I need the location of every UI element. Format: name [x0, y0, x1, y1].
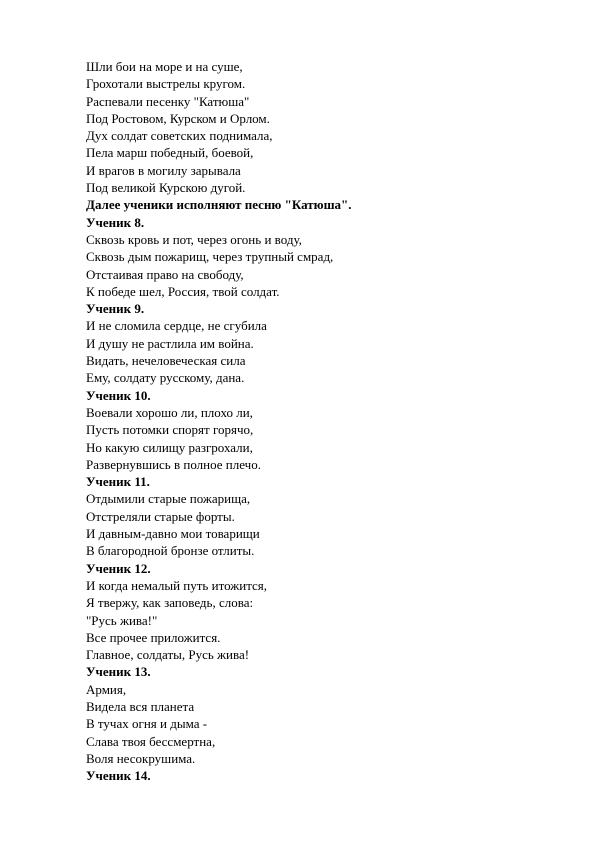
verse-line: Сквозь кровь и пот, через огонь и воду,	[86, 231, 302, 247]
verse-line: Грохотали выстрелы кругом.	[86, 76, 246, 92]
verse-line: И давным-давно мои товарищи	[86, 526, 260, 542]
verse-line: Сквозь дым пожарищ, через трупный смрад,	[86, 249, 334, 265]
verse-line: Отстаивая право на свободу,	[86, 266, 244, 282]
verse-line: В благородной бронзе отлиты.	[86, 543, 255, 559]
verse-line: Шли бои на море и на суше,	[86, 59, 243, 74]
verse-line: Под Ростовом, Курском и Орлом.	[86, 110, 270, 126]
verse-line: Воля несокрушима.	[86, 750, 196, 766]
verse-line: "Русь жива!"	[86, 612, 158, 628]
verse-line: И врагов в могилу зарывала	[86, 162, 241, 178]
heading-line: Ученик 10.	[86, 387, 151, 403]
verse-line: Но какую силищу разгрохали,	[86, 439, 253, 455]
heading-line: Ученик 11.	[86, 474, 150, 490]
verse-line: Все прочее приложится.	[86, 629, 221, 645]
verse-line: Слава твоя бессмертна,	[86, 733, 216, 749]
heading-line: Ученик 14.	[86, 768, 151, 784]
verse-line: Развернувшись в полное плечо.	[86, 456, 261, 472]
verse-line: Воевали хорошо ли, плохо ли,	[86, 404, 253, 420]
verse-line: Под великой Курскою дугой.	[86, 180, 246, 196]
verse-line: Видать, нечеловеческая сила	[86, 353, 246, 369]
heading-line: Ученик 12.	[86, 560, 151, 576]
heading-line: Далее ученики исполняют песню "Катюша".	[86, 197, 352, 213]
verse-line: Пела марш победный, боевой,	[86, 145, 254, 161]
verse-line: Пусть потомки спорят горячо,	[86, 422, 254, 438]
verse-line: И не сломила сердце, не сгубила	[86, 318, 267, 334]
verse-line: Ему, солдату русскому, дана.	[86, 370, 245, 386]
verse-line: Видела вся планета	[86, 698, 195, 714]
verse-line: Главное, солдаты, Русь жива!	[86, 647, 250, 663]
heading-line: Ученик 8.	[86, 214, 145, 230]
verse-line: Распевали песенку "Катюша"	[86, 93, 250, 109]
verse-line: К победе шел, Россия, твой солдат.	[86, 283, 280, 299]
verse-line: Отдымили старые пожарища,	[86, 491, 251, 507]
verse-line: И когда немалый путь итожится,	[86, 577, 268, 593]
verse-line: Армия,	[86, 681, 127, 697]
verse-line: Отстреляли старые форты.	[86, 508, 235, 524]
heading-line: Ученик 9.	[86, 301, 145, 317]
verse-line: Я твержу, как заповедь, слова:	[86, 595, 254, 611]
document-page	[86, 58, 566, 784]
verse-line: В тучах огня и дыма -	[86, 716, 208, 732]
verse-line: И душу не растлила им война.	[86, 335, 254, 351]
verse-line: Дух солдат советских поднимала,	[86, 128, 273, 144]
heading-line: Ученик 13.	[86, 664, 151, 680]
